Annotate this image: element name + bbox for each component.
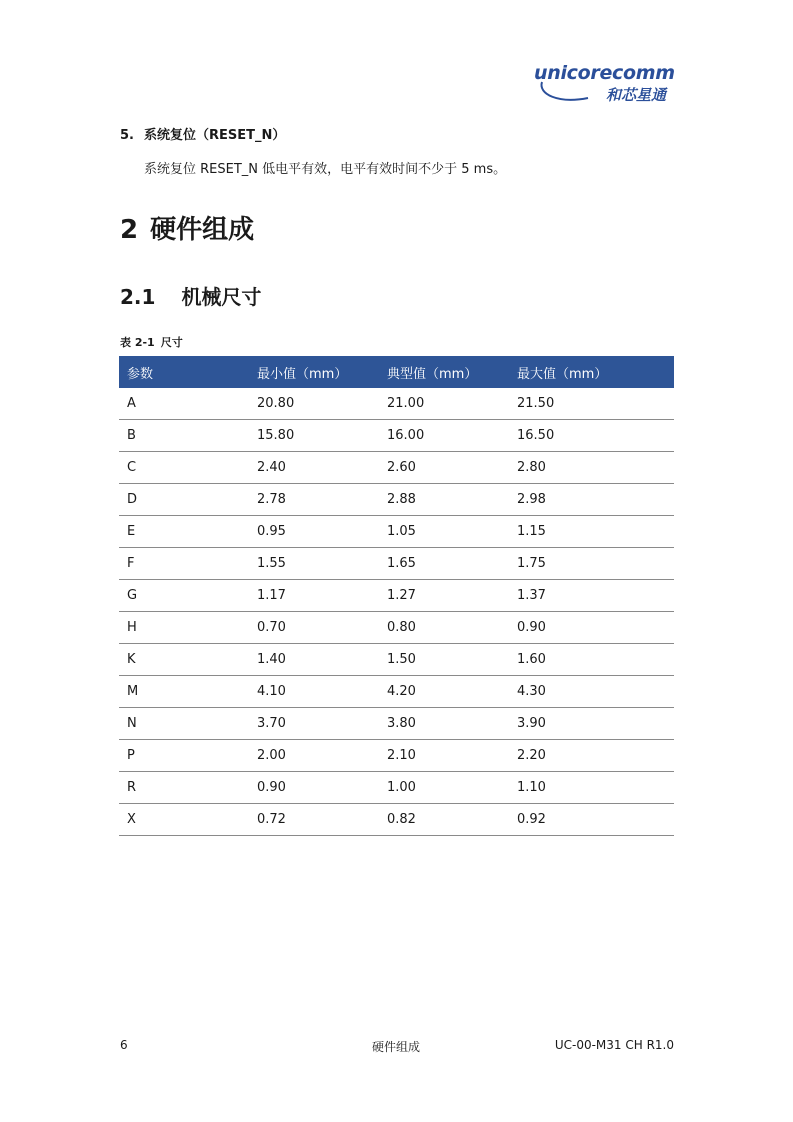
cell-typ: 0.80 bbox=[379, 612, 509, 644]
cell-typ: 4.20 bbox=[379, 676, 509, 708]
footer-page-number: 6 bbox=[120, 1038, 128, 1052]
cell-min: 0.70 bbox=[249, 612, 379, 644]
cell-parameter: P bbox=[119, 740, 249, 772]
subsection-title: 机械尺寸 bbox=[181, 285, 262, 309]
header-parameter: 参数 bbox=[119, 356, 249, 388]
table-row bbox=[119, 484, 674, 516]
cell-max: 4.30 bbox=[509, 676, 674, 708]
table-row bbox=[119, 548, 674, 580]
cell-min: 2.00 bbox=[249, 740, 379, 772]
cell-parameter: F bbox=[119, 548, 249, 580]
cell-parameter: D bbox=[119, 484, 249, 516]
cell-min: 4.10 bbox=[249, 676, 379, 708]
logo-text-en: unicorecomm bbox=[534, 62, 675, 84]
cell-max: 1.15 bbox=[509, 516, 674, 548]
cell-typ: 1.27 bbox=[379, 580, 509, 612]
section-heading bbox=[120, 209, 254, 246]
cell-parameter: N bbox=[119, 708, 249, 740]
cell-typ: 1.00 bbox=[379, 772, 509, 804]
cell-max: 16.50 bbox=[509, 420, 674, 452]
header-max: 最大值（mm） bbox=[509, 356, 674, 388]
cell-min: 3.70 bbox=[249, 708, 379, 740]
section-number: 2 bbox=[120, 215, 139, 245]
table-row bbox=[119, 580, 674, 612]
cell-min: 1.17 bbox=[249, 580, 379, 612]
item-heading bbox=[120, 124, 285, 143]
cell-typ: 3.80 bbox=[379, 708, 509, 740]
cell-parameter: H bbox=[119, 612, 249, 644]
cell-max: 1.37 bbox=[509, 580, 674, 612]
table-caption bbox=[120, 334, 183, 350]
cell-parameter: X bbox=[119, 804, 249, 836]
cell-parameter: K bbox=[119, 644, 249, 676]
cell-max: 3.90 bbox=[509, 708, 674, 740]
cell-typ: 2.88 bbox=[379, 484, 509, 516]
table-body bbox=[119, 388, 674, 836]
cell-typ: 2.60 bbox=[379, 452, 509, 484]
cell-parameter: A bbox=[119, 388, 249, 420]
cell-max: 0.92 bbox=[509, 804, 674, 836]
table-row bbox=[119, 420, 674, 452]
cell-max: 2.98 bbox=[509, 484, 674, 516]
footer-chapter-title: 硬件组成 bbox=[372, 1040, 421, 1054]
table-row bbox=[119, 708, 674, 740]
company-logo bbox=[528, 60, 676, 106]
cell-typ: 1.05 bbox=[379, 516, 509, 548]
table-row bbox=[119, 740, 674, 772]
subsection-number: 2.1 bbox=[120, 285, 156, 309]
table-row bbox=[119, 612, 674, 644]
cell-typ: 1.50 bbox=[379, 644, 509, 676]
table-caption-title: 尺寸 bbox=[160, 336, 183, 349]
table-row bbox=[119, 772, 674, 804]
cell-min: 2.40 bbox=[249, 452, 379, 484]
item-title: 系统复位（RESET_N） bbox=[143, 128, 286, 143]
item-number: 5. bbox=[120, 128, 134, 143]
cell-parameter: M bbox=[119, 676, 249, 708]
subsection-heading bbox=[120, 281, 261, 310]
footer-doc-id: UC-00-M31 CH R1.0 bbox=[554, 1038, 674, 1052]
cell-max: 21.50 bbox=[509, 388, 674, 420]
table-row bbox=[119, 644, 674, 676]
cell-min: 1.40 bbox=[249, 644, 379, 676]
cell-max: 1.60 bbox=[509, 644, 674, 676]
cell-parameter: E bbox=[119, 516, 249, 548]
table-row bbox=[119, 516, 674, 548]
cell-max: 0.90 bbox=[509, 612, 674, 644]
table-row bbox=[119, 676, 674, 708]
cell-min: 20.80 bbox=[249, 388, 379, 420]
table-caption-number: 表 2-1 bbox=[120, 336, 155, 349]
cell-parameter: C bbox=[119, 452, 249, 484]
table-row bbox=[119, 388, 674, 420]
item-description: 系统复位 RESET_N 低电平有效，电平有效时间不少于 5 ms。 bbox=[144, 162, 507, 177]
cell-typ: 21.00 bbox=[379, 388, 509, 420]
header-min: 最小值（mm） bbox=[249, 356, 379, 388]
table-row bbox=[119, 804, 674, 836]
section-title: 硬件组成 bbox=[150, 215, 255, 245]
cell-min: 2.78 bbox=[249, 484, 379, 516]
cell-parameter: R bbox=[119, 772, 249, 804]
cell-min: 0.90 bbox=[249, 772, 379, 804]
cell-min: 15.80 bbox=[249, 420, 379, 452]
cell-parameter: G bbox=[119, 580, 249, 612]
cell-max: 1.75 bbox=[509, 548, 674, 580]
cell-max: 2.80 bbox=[509, 452, 674, 484]
cell-max: 2.20 bbox=[509, 740, 674, 772]
table-row bbox=[119, 452, 674, 484]
cell-min: 0.72 bbox=[249, 804, 379, 836]
cell-min: 0.95 bbox=[249, 516, 379, 548]
cell-min: 1.55 bbox=[249, 548, 379, 580]
cell-parameter: B bbox=[119, 420, 249, 452]
cell-typ: 0.82 bbox=[379, 804, 509, 836]
cell-typ: 1.65 bbox=[379, 548, 509, 580]
cell-typ: 2.10 bbox=[379, 740, 509, 772]
logo-text-cn: 和芯星通 bbox=[606, 86, 667, 104]
dimensions-table bbox=[119, 356, 674, 836]
table-header-row bbox=[119, 356, 674, 388]
cell-max: 1.10 bbox=[509, 772, 674, 804]
cell-typ: 16.00 bbox=[379, 420, 509, 452]
header-typ: 典型值（mm） bbox=[379, 356, 509, 388]
